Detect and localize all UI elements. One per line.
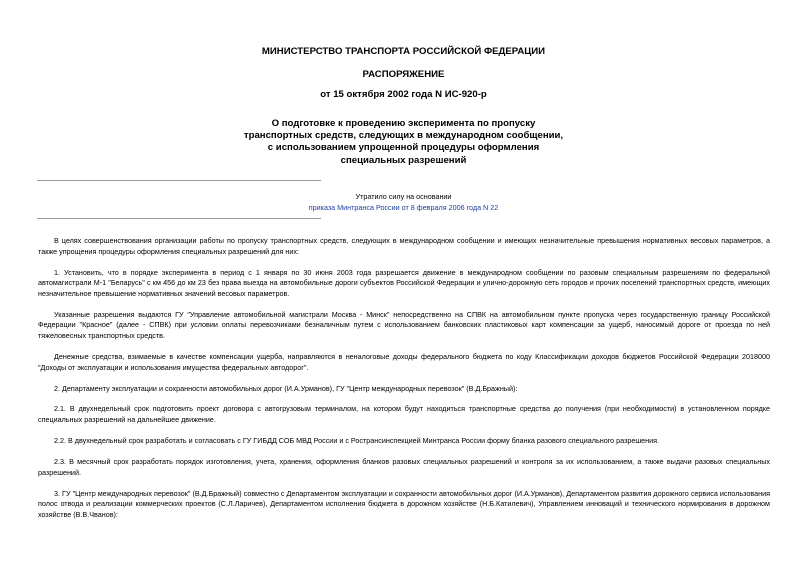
paragraph-2-2: 2.2. В двухнедельный срок разработать и согласовать с ГУ ГИБДД СОБ МВД России и с Ространсинспекцией Минтранса России форму бланка разового специального разрешения. [54,436,660,446]
document-subject: О подготовке к проведению эксперимента по пропуску транспортных средств, следующих в международном сообщении, с использованием упрощенной процедуры оформления специальных разрешений [243,118,564,166]
status-note-text: Утратило силу на основании [355,192,452,201]
paragraph-intro: В целях совершенствования организации работы по пропуску транспортных средств, следующих в международном сообщении и имеющих незначительные превышения нормативных весовых параметров, а также упрощения процедуры оформления специальных разрешений для них: [38,236,770,256]
divider-top [37,180,321,181]
paragraph-1-permits: Указанные разрешения выдаются ГУ "Управление автомобильной магистрали Москва - Минск" непосредственно на СПВК на автомобильном пункте пропуска через государственную границу Российской Федерации "Красное" (далее - СПВК) при условии оплаты перевозчиками безналичным путем с использованием банковских пластиковых карт компенсации за ущерб, наносимый дороге от проезда по ней тяжеловесных транспортных средств. [38,309,770,340]
status-note-link[interactable]: приказа Минтранса России от 8 февраля 2006 года N 22 [308,203,499,212]
paragraph-2-1: 2.1. В двухнедельный срок подготовить проект договора с автогрузовым терминалом, на котором будут находиться транспортные средства до получения (при необходимости) в установленном порядке специальных разрешений на дальнейшее движение. [38,404,770,425]
paragraph-2-3: 2.3. В месячный срок разработать порядок изготовления, учета, хранения, оформления бланков разовых специальных разрешений и контроля за их использованием, а также выдачи разовых специальных разрешений. [38,457,770,477]
document-body [38,236,770,520]
ministry-title: МИНИСТЕРСТВО ТРАНСПОРТА РОССИЙСКОЙ ФЕДЕРАЦИИ [261,46,546,57]
divider-bottom [37,218,321,219]
paragraph-2: 2. Департаменту эксплуатации и сохранности автомобильных дорог (И.А.Урманов), ГУ "Центр международных перевозок" (В.Д.Бражный): [54,383,518,393]
paragraph-1: 1. Установить, что в порядке эксперимента в период с 1 января по 30 июня 2003 года разрешается движение в международном сообщении по разовым специальным разрешениям по федеральной автомагистрали М-1 "Беларусь" с км 456 до км 23 без права выезда на автомобильные дороги субъектов Российской Федерации и улично-дорожную сеть городов и прочих поселений транспортных средств, имеющих незначительное превышение нормативных значений весовых параметров. [38,267,770,298]
paragraph-1-funds: Денежные средства, взимаемые в качестве компенсации ущерба, направляются в неналоговые доходы федерального бюджета по коду Классификации доходов бюджетов Российской Федерации 2018000 "Доходы от эксплуатации и использования имущества федеральных автодорог". [38,351,770,372]
document-type: РАСПОРЯЖЕНИЕ [362,69,445,80]
paragraph-3: 3. ГУ "Центр международных перевозок" (В.Д.Бражный) совместно с Департаментом эксплуатации и сохранности автомобильных дорог (И.А.Урманов), Департаментом развития дорожного сервиса использования полос отвода и реализации коммерческих проектов (С.Л.Ларичев), Департаментом исполнения бюджета в дорожном хозяйстве (Н.Б.Катилевич), Управлением инноваций и технического нормирования в дорожном хозяйстве (В.В.Чванов): [38,488,770,519]
document-date-number: от 15 октября 2002 года N ИС-920-р [320,89,487,100]
